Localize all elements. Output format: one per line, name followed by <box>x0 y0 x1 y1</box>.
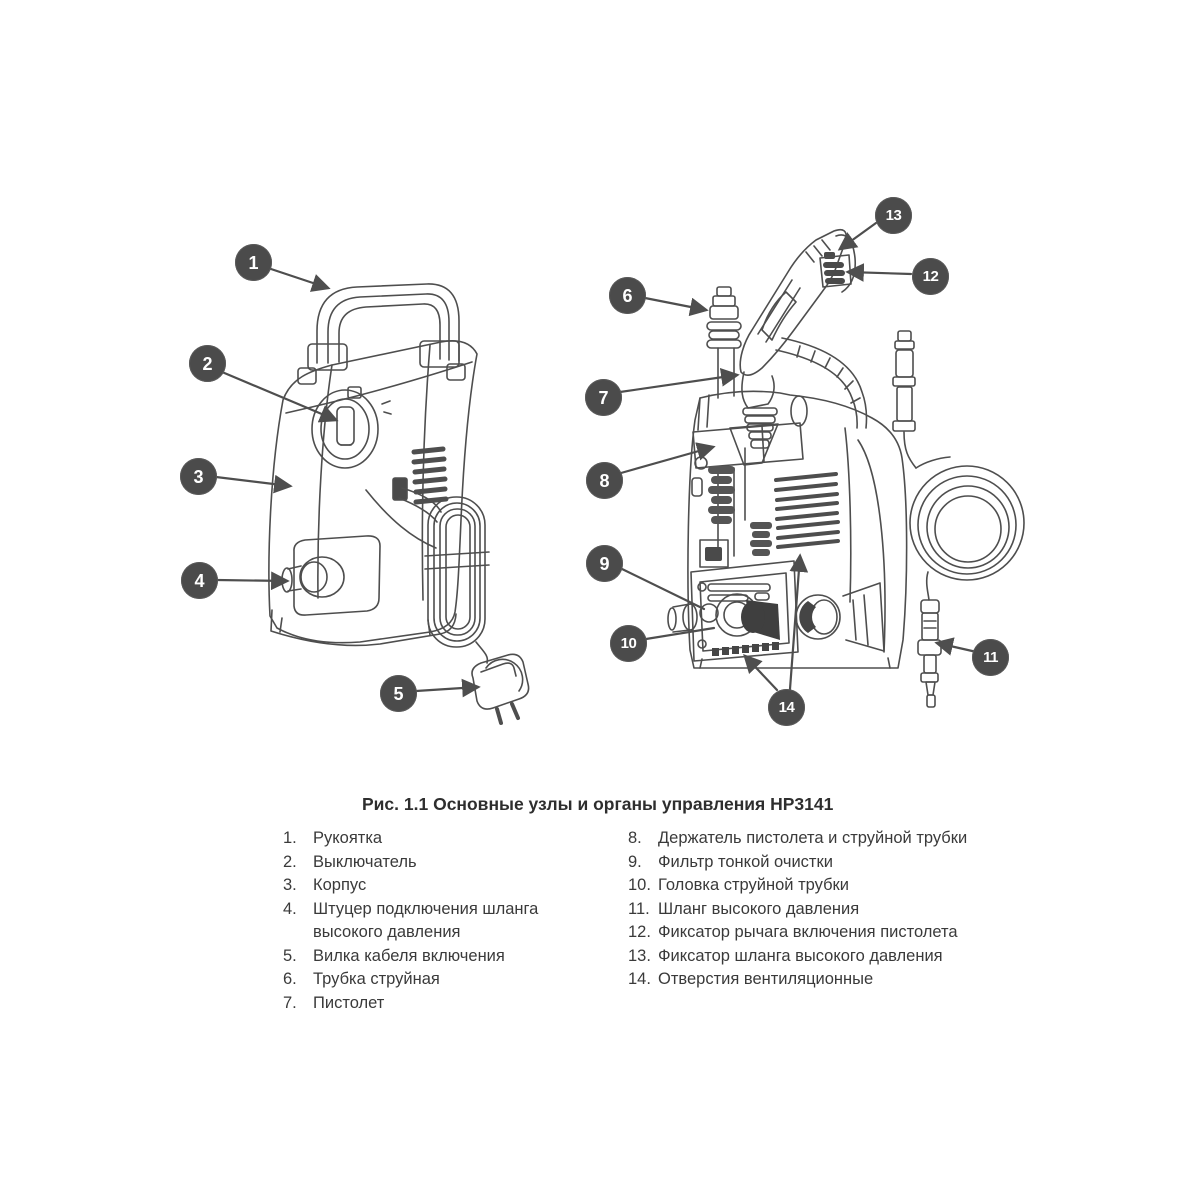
callout-11-hose: 11 <box>972 639 1009 676</box>
parts-legend <box>283 827 1200 1015</box>
legend-item-4: 4. Штуцер подключения шланга высокого давления <box>283 899 539 941</box>
legend-item-1: 1. Рукоятка <box>283 829 383 847</box>
left-unit-drawing <box>269 284 489 663</box>
callout-10-lance-head: 10 <box>610 625 647 662</box>
legend-item-3: 3. Корпус <box>283 876 367 894</box>
callout-5-plug: 5 <box>380 675 417 712</box>
callout-2-switch: 2 <box>189 345 226 382</box>
legend-item-12: 12. Фиксатор рычага включения пистолета <box>628 923 958 941</box>
legend-item-9: 9. Фильтр тонкой очистки <box>628 852 833 871</box>
callout-8-holder: 8 <box>586 462 623 499</box>
callout-14-vents: 14 <box>768 689 805 726</box>
callout-9-filter: 9 <box>586 545 623 582</box>
callout-13-hose-lock: 13 <box>875 197 912 234</box>
legend-item-8: 8. Держатель пистолета и струйной трубки <box>628 829 968 847</box>
legend-item-6: 6. Трубка струйная <box>283 970 440 988</box>
legend-item-14: 14. Отверстия вентиляционные <box>628 970 874 988</box>
legend-item-7: 7. Пистолет <box>283 993 385 1012</box>
callout-12-trigger-lock: 12 <box>912 258 949 295</box>
legend-column-right <box>628 827 1023 1015</box>
legend-column-left <box>283 827 628 1015</box>
legend-item-13: 13. Фиксатор шланга высокого давления <box>628 946 943 965</box>
callout-6-lance: 6 <box>609 277 646 314</box>
callout-3-body: 3 <box>180 458 217 495</box>
power-plug-drawing <box>472 654 529 723</box>
legend-item-10: 10. Головка струйной трубки <box>628 876 849 894</box>
legend-item-11: 11. Шланг высокого давления <box>628 899 860 918</box>
legend-item-2: 2. Выключатель <box>283 852 417 871</box>
callout-7-gun: 7 <box>585 379 622 416</box>
legend-item-5: 5. Вилка кабеля включения <box>283 946 505 965</box>
callout-4-hose-port: 4 <box>181 562 218 599</box>
callout-1-handle: 1 <box>235 244 272 281</box>
figure-caption: Рис. 1.1 Основные узлы и органы управления HP3141 <box>362 794 834 814</box>
